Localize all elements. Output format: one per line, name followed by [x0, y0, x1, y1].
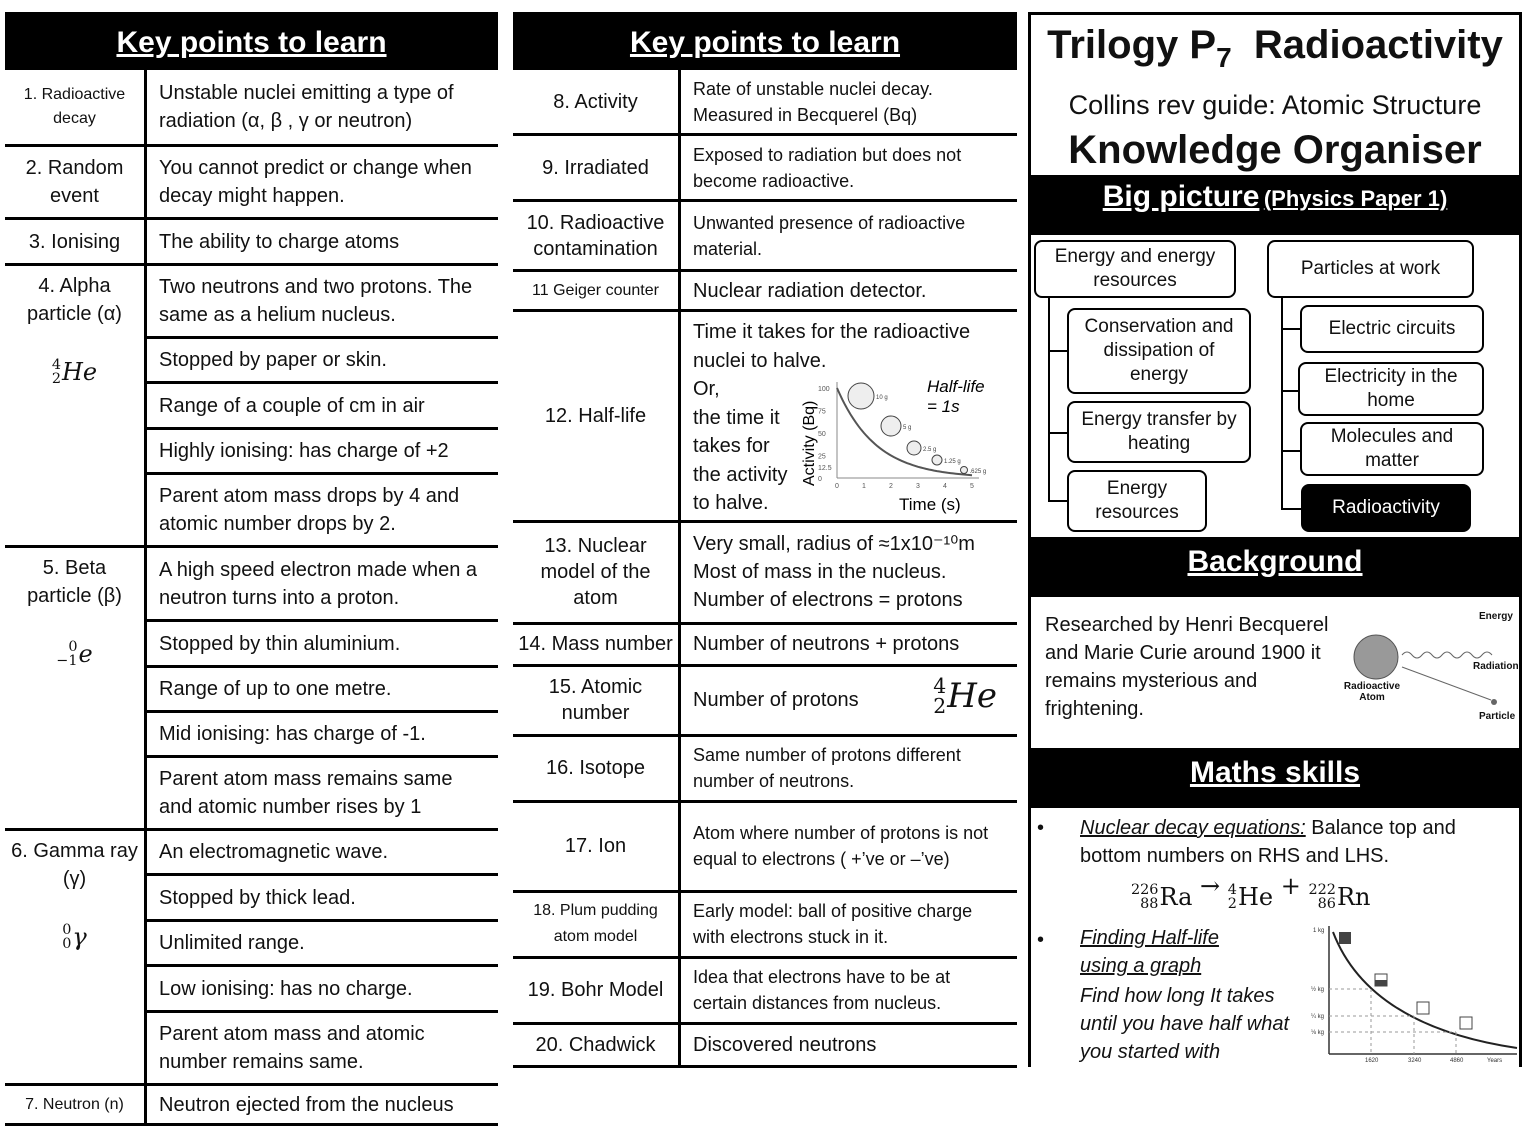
half-life-note: = 1s	[927, 397, 960, 416]
energy-label: Energy	[1479, 611, 1513, 622]
sample-circle	[961, 467, 968, 474]
definition-cell: Very small, radius of ≈1x10⁻¹⁰m Most of mass in the nucleus. Number of electrons = protons	[681, 523, 1017, 622]
definition-cell: Mid ionising: has charge of -1.	[147, 713, 498, 755]
definition-cell: Parent atom mass and atomic number remains same.	[147, 1013, 498, 1083]
term-label: 4. Alpha particle (α)	[27, 275, 122, 325]
xtick: 2	[889, 483, 893, 490]
table-row	[513, 893, 1017, 956]
definition-cell: Discovered neutrons	[681, 1025, 1017, 1065]
big-picture-header: Big picture (Physics Paper 1)	[1102, 180, 1448, 213]
nuclide-symbol: 4 2 He	[1227, 882, 1274, 913]
table-row	[513, 272, 1017, 309]
main-title: Trilogy $P_7$ Radioactivity	[1047, 23, 1503, 73]
xtick: 5	[970, 483, 974, 490]
term-cell	[5, 220, 147, 263]
table-row	[513, 70, 1017, 133]
term-cell	[5, 147, 147, 217]
term-cell: 16. Isotope	[513, 737, 681, 800]
mind-node: Energy resources	[1067, 470, 1207, 532]
mind-root-particles: Particles at work	[1267, 240, 1474, 298]
half-life-graph	[799, 374, 1009, 516]
nuclide-symbol: 4 2 He	[51, 357, 98, 388]
ytick: 1 kg	[1313, 928, 1325, 934]
table-row	[5, 266, 498, 336]
mass-label: .625 g	[969, 469, 987, 475]
ytick: ⅛ kg	[1311, 1030, 1325, 1036]
table-row	[513, 803, 1017, 890]
table-row	[5, 831, 498, 873]
xtick: 4	[943, 483, 947, 490]
definition-cell: Number of protons 4 2 He	[681, 667, 1017, 734]
term-cell: 9. Irradiated	[513, 136, 681, 199]
definition-cell: Range of up to one metre.	[147, 668, 498, 710]
table-row	[5, 1086, 498, 1123]
ytick: 12.5	[818, 464, 832, 472]
ytick: 0	[818, 476, 822, 483]
table-row	[513, 625, 1017, 664]
middle-column	[513, 12, 1017, 1067]
bullet-half-life-title: Finding Half-life using a graph	[1080, 927, 1219, 977]
decay-equation: 226 88 Ra → 4 2 He + 222 86 Rn	[1131, 872, 1371, 913]
nuclide-symbol: 0 −1 e	[56, 639, 93, 670]
term-cell: 18. Plum pudding atom model	[513, 893, 681, 956]
definition-cell: Atom where number of protons is not equal to electrons ( +’ve or –’ve)	[681, 803, 1017, 890]
knowledge-organiser-title: Knowledge Organiser	[1068, 128, 1482, 172]
term-cell: 15. Atomic number	[513, 667, 681, 734]
definition-cell: Unwanted presence of radioactive material.	[681, 202, 1017, 269]
sample-circle	[932, 455, 942, 465]
term-cell	[5, 1086, 147, 1123]
mass-label: 2.5 g	[923, 447, 937, 453]
definition-cell: Unlimited range.	[147, 922, 498, 964]
table-row	[513, 202, 1017, 269]
ytick: ¼ kg	[1311, 1014, 1325, 1020]
background-section	[1031, 597, 1519, 748]
definition-cell: Nuclear radiation detector.	[681, 272, 1017, 309]
term-cell	[5, 266, 147, 545]
maths-header: Maths skills	[1189, 756, 1361, 789]
definition-cell: Stopped by thick lead.	[147, 876, 498, 919]
mass-label: 1.25 g	[944, 459, 961, 465]
definition-cell: Low ionising: has no charge.	[147, 967, 498, 1010]
definition-cell: Highly ionising: has charge of +2	[147, 430, 498, 472]
xtick: 1620	[1365, 1058, 1379, 1064]
definition-text: Time it takes for the radioactive nuclei to halve.	[693, 321, 971, 372]
definition-cell: Neutron ejected from the nucleus	[147, 1086, 498, 1123]
definition-text: the activity	[693, 463, 788, 486]
definition-text: takes for	[693, 435, 770, 457]
term-cell	[5, 70, 147, 144]
decay-graph	[1309, 916, 1519, 1066]
definition-text: Or,	[693, 378, 720, 400]
ytick: 50	[818, 431, 826, 438]
bullet-icon: •	[1037, 817, 1045, 839]
term-cell	[5, 831, 147, 1083]
x-axis-label: Time (s)	[899, 495, 961, 514]
maths-section	[1031, 808, 1519, 1067]
definition-cell: The ability to charge atoms	[147, 220, 498, 263]
table-row	[513, 737, 1017, 800]
term-cell: 13. Nuclear model of the atom	[513, 523, 681, 622]
middle-header: Key points to learn	[629, 26, 901, 59]
term-label: 7. Neutron (n)	[25, 1095, 124, 1113]
term-label: 1. Radioactive decay	[23, 86, 126, 127]
table-row	[5, 147, 498, 217]
xtick: 3	[916, 483, 920, 490]
radiation-label: Radiation	[1473, 661, 1519, 672]
definition-text: to halve.	[693, 492, 769, 514]
term-label: 2. Random event	[25, 157, 124, 207]
background-header: Background	[1187, 545, 1363, 578]
table-row	[5, 220, 498, 263]
nuclide-symbol: 4 2 He	[933, 673, 997, 718]
sample-circle	[907, 441, 921, 455]
definition-cell	[681, 312, 1017, 520]
term-label: 6. Gamma ray (γ)	[11, 840, 138, 890]
left-column	[5, 12, 498, 1116]
term-cell: 12. Half-life	[513, 312, 681, 520]
title-block	[1031, 15, 1519, 175]
definition-cell: Unstable nuclei emitting a type of radiation (α, β , γ or neutron)	[147, 70, 498, 144]
nuclide-symbol: 0 0 γ	[62, 922, 87, 953]
table-row	[513, 959, 1017, 1022]
xtick: 1	[862, 483, 866, 490]
definition-cell: Stopped by paper or skin.	[147, 339, 498, 381]
term-cell: 14. Mass number	[513, 625, 681, 664]
definition-cell: You cannot predict or change when decay might happen.	[147, 147, 498, 217]
mind-node-radioactivity-current: Radioactivity	[1301, 484, 1471, 532]
mind-node: Electricity in the home	[1298, 362, 1484, 416]
term-label: 3. Ionising	[28, 230, 121, 253]
term-cell	[5, 548, 147, 828]
background-text: Researched by Henri Becquerel and Marie Curie around 1900 it remains mysterious and frightening.	[1045, 614, 1329, 720]
definition-cell: Number of neutrons + protons	[681, 625, 1017, 664]
ytick: 25	[818, 453, 826, 461]
definition-cell: Same number of protons different number of neutrons.	[681, 737, 1017, 800]
definition-cell: Early model: ball of positive charge with electrons stuck in it.	[681, 893, 1017, 956]
table-row	[513, 136, 1017, 199]
mind-node: Molecules and matter	[1300, 422, 1484, 476]
ytick: 75	[818, 408, 826, 416]
table-row	[5, 70, 498, 144]
mass-label: 10 g	[876, 395, 888, 401]
definition-cell: Rate of unstable nuclei decay. Measured in Becquerel (Bq)	[681, 70, 1017, 133]
definition-cell: Idea that electrons have to be at certain distances from nucleus.	[681, 959, 1017, 1022]
ytick: ½ kg	[1311, 987, 1325, 993]
bullet-half-life-text: Find how long It takes until you have half what you started with	[1080, 985, 1290, 1063]
table-row	[513, 312, 1017, 520]
subtitle: Collins rev guide: Atomic Structure	[1068, 90, 1482, 120]
mind-root-energy: Energy and energy resources	[1034, 240, 1236, 298]
atom-label: Radioactive Atom	[1343, 681, 1401, 703]
term-cell: 10. Radioactive contamination	[513, 202, 681, 269]
xtick: 4860	[1450, 1058, 1464, 1064]
definition-cell: Parent atom mass drops by 4 and atomic number drops by 2.	[147, 475, 498, 545]
term-label: 5. Beta particle (β)	[27, 557, 122, 607]
term-cell: 8. Activity	[513, 70, 681, 133]
definition-cell: An electromagnetic wave.	[147, 831, 498, 873]
xlabel: Years	[1487, 1058, 1503, 1064]
xtick: 3240	[1408, 1058, 1422, 1064]
bullet-decay-equations: Nuclear decay equations: Balance top and bottom numbers on RHS and LHS.	[1080, 817, 1456, 867]
nuclide-symbol: 222 86 Rn	[1308, 882, 1371, 913]
table-row	[513, 523, 1017, 622]
term-cell: 20. Chadwick	[513, 1025, 681, 1065]
y-axis-label: Activity (Bq)	[801, 400, 818, 486]
xtick: 0	[835, 483, 839, 490]
definition-cell: Parent atom mass remains same and atomic number rises by 1	[147, 758, 498, 828]
table-row	[513, 1025, 1017, 1065]
sample-circle	[848, 383, 874, 409]
half-life-note: Half-life	[927, 377, 985, 396]
left-table	[5, 67, 498, 1126]
nuclide-symbol: 226 88 Ra	[1131, 882, 1193, 913]
mass-label: 5 g	[903, 425, 912, 431]
mind-node: Conservation and dissipation of energy	[1067, 308, 1251, 394]
mind-node: Energy transfer by heating	[1067, 401, 1251, 463]
mind-node: Electric circuits	[1300, 305, 1484, 353]
table-row	[5, 548, 498, 619]
bullet-icon: •	[1037, 929, 1045, 951]
definition-cell: Stopped by thin aluminium.	[147, 622, 498, 665]
definition-cell: Exposed to radiation but does not become radioactive.	[681, 136, 1017, 199]
definition-cell: A high speed electron made when a neutron turns into a proton.	[147, 548, 498, 619]
ytick: 100	[818, 386, 830, 393]
table-row	[513, 667, 1017, 734]
term-cell: 19. Bohr Model	[513, 959, 681, 1022]
definition-text: the time it	[693, 406, 780, 429]
left-header: Key points to learn	[116, 26, 387, 59]
term-cell: 11 Geiger counter	[513, 272, 681, 309]
middle-table	[513, 67, 1017, 1068]
term-cell: 17. Ion	[513, 803, 681, 890]
definition-cell: Two neutrons and two protons. The same as a helium nucleus.	[147, 266, 498, 336]
definition-cell: Range of a couple of cm in air	[147, 384, 498, 427]
sample-circle	[881, 416, 901, 436]
particle-label: Particle	[1479, 711, 1516, 722]
